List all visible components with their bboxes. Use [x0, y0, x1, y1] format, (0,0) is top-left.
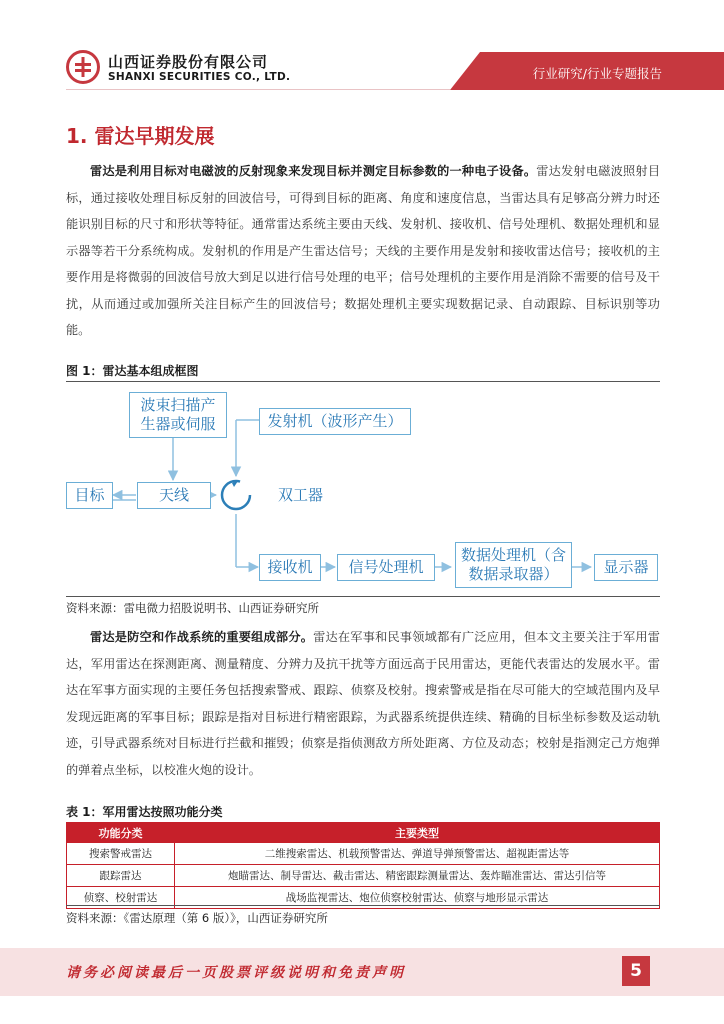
table-bottom-rule: [66, 905, 660, 906]
figure-source: 资料来源：雷电微力招股说明书、山西证券研究所: [66, 601, 319, 615]
figure-caption: 图 1：雷达基本组成框图: [66, 364, 199, 378]
table-header-row: [67, 823, 660, 843]
radar-classification-table: [66, 822, 660, 909]
table-cell: 搜索警戒雷达: [67, 843, 175, 865]
diagram-box-target: 目标: [66, 482, 113, 509]
table-cell: 战场监视雷达、炮位侦察校射雷达、侦察与地形显示雷达: [175, 887, 660, 909]
table-row: [67, 843, 660, 865]
table-source: 资料来源：《雷达原理（第 6 版）》，山西证券研究所: [66, 911, 328, 925]
diagram-box-transmitter: 发射机（波形产生）: [259, 408, 411, 435]
report-category: 行业研究/行业专题报告: [532, 66, 662, 81]
paragraph-body: 雷达发射电磁波照射目标，通过接收处理目标反射的回波信号，可得到目标的距离、角度和速度信息，当雷达具有足够高分辨力时还能识别目标的尺寸和形状等特征。通常雷达系统主要由天线、发射机、接收机、信号处理机、数据处理机和显示器等若干分系统构成。发射机的作用是产生雷达信号；天线的主要作用是发射和接收雷达信号；接收机的主要作用是将微弱的回波信号放大到足以进行信号处理的电平；信号处理机的主要作用是消除不需要的信号及干扰，从而通过或加强所关注目标产生的回波信号；数据处理机主要实现数据记录、自动跟踪、目标识别等功能。: [66, 164, 661, 337]
radar-block-diagram: [66, 388, 660, 593]
table-cell: 侦察、校射雷达: [67, 887, 175, 909]
diagram-box-receiver: 接收机: [259, 554, 321, 581]
table-cell: 二维搜索雷达、机载预警雷达、弹道导弹预警雷达、超视距雷达等: [175, 843, 660, 865]
figure-bottom-rule: [66, 596, 660, 597]
diagram-label-duplexer: 双工器: [278, 486, 324, 504]
table-header-cell: 主要类型: [175, 823, 660, 843]
table-caption: 表 1：军用雷达按照功能分类: [66, 805, 223, 819]
paragraph-body: 雷达在军事和民事领域都有广泛应用，但本文主要关注于军用雷达，军用雷达在探测距离、测量精度、分辨力及抗干扰等方面远高于民用雷达，更能代表雷达的发展水平。雷达在军事方面实现的主要任务包括搜索警戒、跟踪、侦察及校射。搜索警戒是指在尽可能大的空域范围内及早发现远距离的军事目标；跟踪是指对目标进行精密跟踪，为武器系统提供连续、精确的目标坐标参数及运动轨迹，引导武器系统对目标进行拦截和摧毁；侦察是指侦测敌方所处距离、方位及动态；校射是指测定己方炮弹的弹着点坐标，以校准火炮的设计。: [66, 630, 660, 777]
paragraph-radar-intro: [66, 158, 660, 344]
table-cell: 跟踪雷达: [67, 865, 175, 887]
diagram-box-scanner: 波束扫描产生器或伺服: [129, 392, 227, 438]
page-header: [0, 0, 724, 100]
company-name-cn: 山西证券股份有限公司: [108, 53, 269, 71]
diagram-box-antenna: 天线: [137, 482, 211, 509]
section-title: 1. 雷达早期发展: [66, 124, 215, 148]
header-divider: [66, 89, 450, 90]
company-logo-icon: [66, 50, 100, 84]
diagram-box-data-processor: 数据处理机（含数据录取器）: [455, 542, 572, 588]
table-header-cell: 功能分类: [67, 823, 175, 843]
paragraph-lead: 雷达是利用目标对电磁波的反射现象来发现目标并测定目标参数的一种电子设备。: [90, 164, 537, 178]
figure-top-rule: [66, 381, 660, 382]
paragraph-lead: 雷达是防空和作战系统的重要组成部分。: [90, 630, 314, 644]
company-name-en: SHANXI SECURITIES CO., LTD.: [108, 71, 291, 83]
table-row: [67, 865, 660, 887]
page-number: 5: [622, 956, 650, 986]
table-cell: 炮瞄雷达、制导雷达、截击雷达、精密跟踪测量雷达、轰炸瞄准雷达、雷达引信等: [175, 865, 660, 887]
footer-disclaimer: 请务必阅读最后一页股票评级说明和免责声明: [66, 965, 406, 981]
paragraph-military-radar: [66, 624, 660, 783]
diagram-box-signal-processor: 信号处理机: [337, 554, 435, 581]
duplexer-symbol: [222, 481, 250, 509]
diagram-box-display: 显示器: [594, 554, 658, 581]
